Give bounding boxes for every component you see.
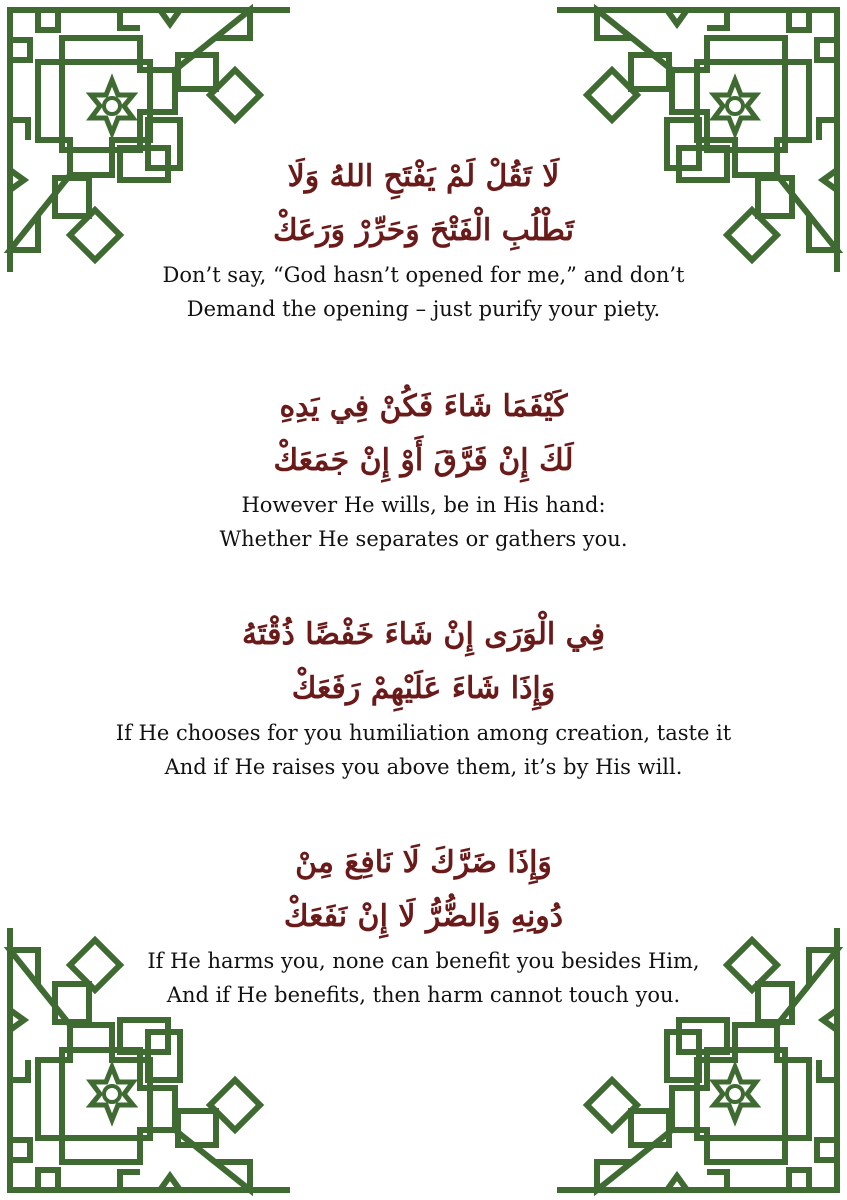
english-line: And if He benefits, then harm cannot touch you. xyxy=(166,983,681,1007)
arabic-line: فِي الْوَرَى إِنْ شَاءَ خَفْضًا ذُقْتَهُ xyxy=(242,617,605,652)
english-line: If He harms you, none can benefit you besides Him, xyxy=(147,949,700,973)
arabic-line: تَطْلُبِ الْفَتْحَ وَحَرِّرْ وَرَعَكْ xyxy=(273,213,574,248)
english-line: Whether He separates or gathers you. xyxy=(219,527,628,551)
arabic-line: وَإِذَا ضَرَّكَ لَا نَافِعَ مِنْ xyxy=(295,845,552,880)
english-line: If He chooses for you humiliation among creation, taste it xyxy=(115,721,732,745)
verse-3 xyxy=(0,608,847,784)
arabic-line: لَكَ إِنْ فَرَّقَ أَوْ إِنْ جَمَعَكْ xyxy=(273,443,574,478)
verse-2 xyxy=(0,380,847,556)
verse-4 xyxy=(0,836,847,1012)
english-line: However He wills, be in His hand: xyxy=(241,493,606,517)
english-line: Don’t say, “God hasn’t opened for me,” and don’t xyxy=(162,263,685,287)
arabic-line: كَيْفَمَا شَاءَ فَكُنْ فِي يَدِهِ xyxy=(279,389,568,424)
arabic-line: وَإِذَا شَاءَ عَلَيْهِمْ رَفَعَكْ xyxy=(291,671,556,706)
english-line: And if He raises you above them, it’s by His will. xyxy=(164,755,683,779)
arabic-line: دُونِهِ وَالضُّرُّ لَا إِنْ نَفَعَكْ xyxy=(283,899,564,934)
arabic-line: لَا تَقُلْ لَمْ يَفْتَحِ اللهُ وَلَا xyxy=(287,159,560,194)
english-line: Demand the opening – just purify your piety. xyxy=(186,297,661,321)
verse-1 xyxy=(0,150,847,326)
